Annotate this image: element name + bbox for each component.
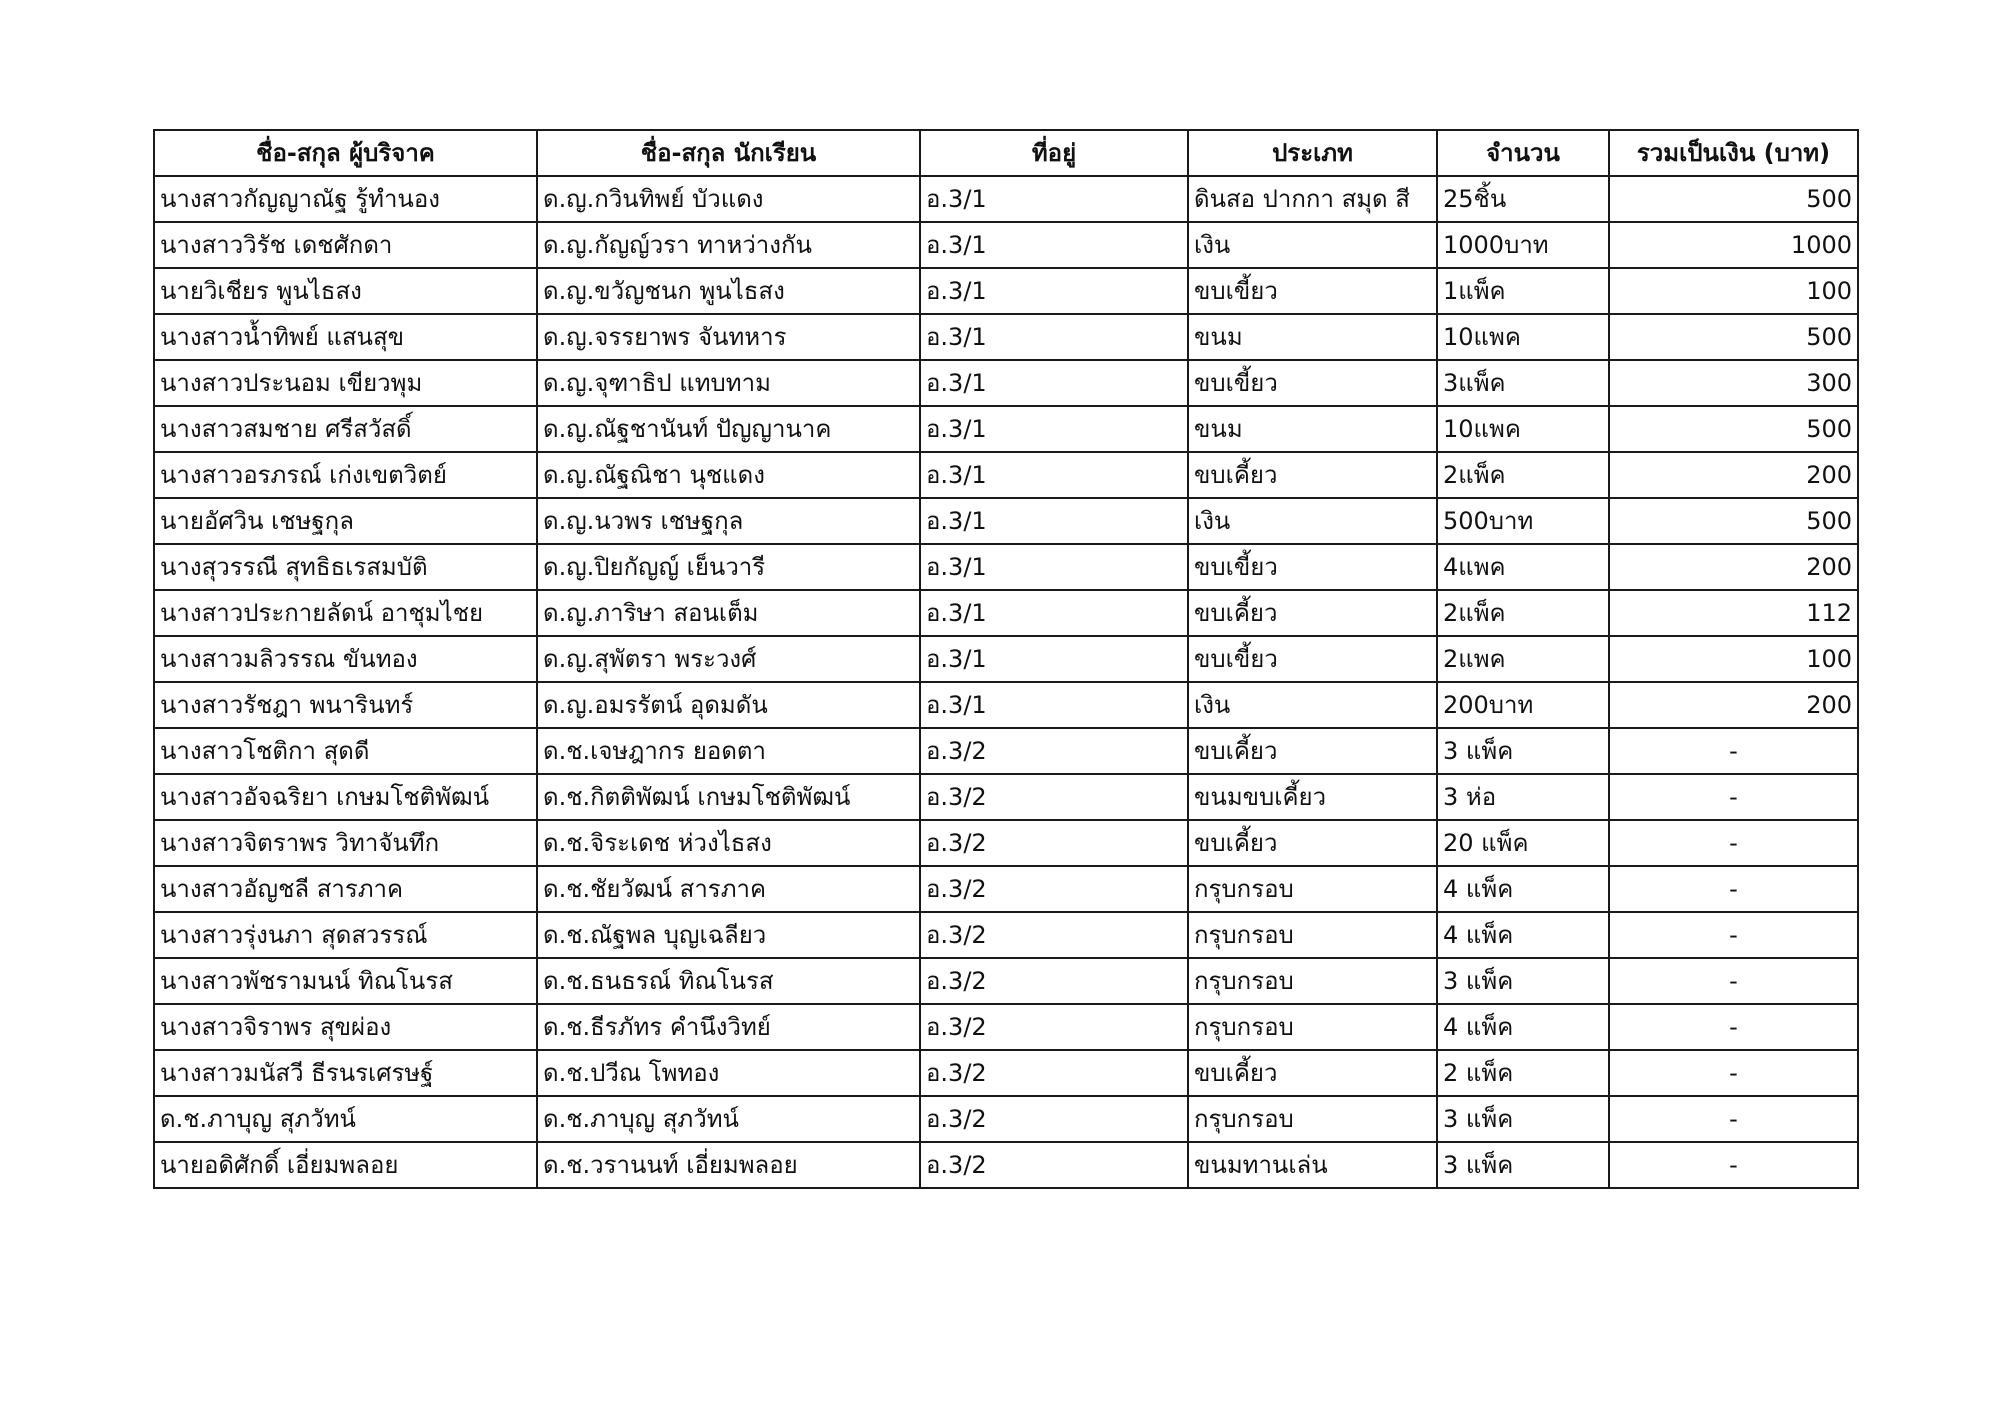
cell-quantity: 1แพ็ค	[1437, 268, 1609, 314]
cell-donor-name: นางสาวอัจฉริยา เกษมโชติพัฒน์	[154, 774, 537, 820]
table-row	[154, 636, 1858, 682]
cell-address: อ.3/2	[920, 866, 1188, 912]
cell-student-name: ด.ญ.สุพัตรา พระวงศ์	[537, 636, 920, 682]
cell-address: อ.3/1	[920, 498, 1188, 544]
cell-quantity: 3แพ็ค	[1437, 360, 1609, 406]
table-row	[154, 498, 1858, 544]
cell-student-name: ด.ช.ปวีณ โพทอง	[537, 1050, 920, 1096]
table-row	[154, 452, 1858, 498]
cell-address: อ.3/1	[920, 682, 1188, 728]
cell-quantity: 10แพค	[1437, 314, 1609, 360]
cell-type: ขนม	[1188, 314, 1437, 360]
cell-student-name: ด.ช.วรานนท์ เอี่ยมพลอย	[537, 1142, 920, 1188]
cell-total-baht: -	[1609, 1096, 1858, 1142]
header-student-name: ชื่อ-สกุล นักเรียน	[537, 130, 920, 176]
table-body	[154, 176, 1858, 1188]
cell-donor-name: นางสาวมลิวรรณ ขันทอง	[154, 636, 537, 682]
cell-type: กรุบกรอบ	[1188, 1004, 1437, 1050]
cell-total-baht: 100	[1609, 636, 1858, 682]
cell-type: ขบเคี้ยว	[1188, 1050, 1437, 1096]
cell-student-name: ด.ญ.ณัฐชานันท์ ปัญญานาค	[537, 406, 920, 452]
cell-address: อ.3/2	[920, 912, 1188, 958]
cell-quantity: 3 แพ็ค	[1437, 958, 1609, 1004]
cell-address: อ.3/1	[920, 452, 1188, 498]
cell-address: อ.3/2	[920, 1050, 1188, 1096]
donation-table	[153, 129, 1859, 1189]
cell-type: กรุบกรอบ	[1188, 1096, 1437, 1142]
cell-donor-name: นางสาวมนัสวี ธีรนรเศรษฐ์	[154, 1050, 537, 1096]
table-row	[154, 1096, 1858, 1142]
cell-student-name: ด.ญ.กัญญ์วรา ทาหว่างกัน	[537, 222, 920, 268]
header-quantity: จำนวน	[1437, 130, 1609, 176]
cell-type: ดินสอ ปากกา สมุด สี	[1188, 176, 1437, 222]
cell-student-name: ด.ช.ชัยวัฒน์ สารภาค	[537, 866, 920, 912]
cell-address: อ.3/2	[920, 1142, 1188, 1188]
cell-quantity: 20 แพ็ค	[1437, 820, 1609, 866]
cell-donor-name: นางสาวจิตราพร วิทาจันทึก	[154, 820, 537, 866]
cell-type: เงิน	[1188, 222, 1437, 268]
cell-quantity: 10แพค	[1437, 406, 1609, 452]
cell-donor-name: นางสาวพัชรามนน์ ทิณโนรส	[154, 958, 537, 1004]
cell-student-name: ด.ช.เจษฎากร ยอดตา	[537, 728, 920, 774]
cell-address: อ.3/1	[920, 544, 1188, 590]
cell-donor-name: นางสาวสมชาย ศรีสวัสดิ์	[154, 406, 537, 452]
cell-type: ขบเขี้ยว	[1188, 636, 1437, 682]
cell-total-baht: 100	[1609, 268, 1858, 314]
cell-total-baht: -	[1609, 912, 1858, 958]
cell-total-baht: -	[1609, 1004, 1858, 1050]
cell-donor-name: นางสาวรัชฎา พนารินทร์	[154, 682, 537, 728]
cell-student-name: ด.ญ.นวพร เชษฐกุล	[537, 498, 920, 544]
cell-quantity: 1000บาท	[1437, 222, 1609, 268]
header-total-baht: รวมเป็นเงิน (บาท)	[1609, 130, 1858, 176]
cell-type: ขนมทานเล่น	[1188, 1142, 1437, 1188]
cell-type: ขบเคี้ยว	[1188, 452, 1437, 498]
cell-type: ขบเขี้ยว	[1188, 268, 1437, 314]
cell-quantity: 200บาท	[1437, 682, 1609, 728]
cell-type: ขบเคี้ยว	[1188, 820, 1437, 866]
cell-donor-name: ด.ช.ภาบุญ สุภวัทน์	[154, 1096, 537, 1142]
cell-quantity: 3 แพ็ค	[1437, 1142, 1609, 1188]
cell-address: อ.3/1	[920, 406, 1188, 452]
table-row	[154, 1004, 1858, 1050]
cell-donor-name: นายอดิศักดิ์ เอี่ยมพลอย	[154, 1142, 537, 1188]
cell-student-name: ด.ญ.จรรยาพร จันทหาร	[537, 314, 920, 360]
cell-address: อ.3/1	[920, 268, 1188, 314]
table-row	[154, 958, 1858, 1004]
cell-total-baht: 200	[1609, 452, 1858, 498]
cell-total-baht: 500	[1609, 176, 1858, 222]
table-row	[154, 728, 1858, 774]
cell-student-name: ด.ญ.ภาริษา สอนเต็ม	[537, 590, 920, 636]
cell-type: ขบเคี้ยว	[1188, 728, 1437, 774]
cell-type: ขบเคี้ยว	[1188, 590, 1437, 636]
cell-address: อ.3/2	[920, 728, 1188, 774]
cell-donor-name: นางสาวจิราพร สุขผ่อง	[154, 1004, 537, 1050]
table-row	[154, 866, 1858, 912]
cell-donor-name: นางสาวประกายลัดน์ อาชุมไชย	[154, 590, 537, 636]
cell-donor-name: นายอัศวิน เชษฐกุล	[154, 498, 537, 544]
cell-address: อ.3/2	[920, 820, 1188, 866]
table-row	[154, 774, 1858, 820]
cell-student-name: ด.ช.ณัฐพล บุญเฉลียว	[537, 912, 920, 958]
cell-donor-name: นางสาวอัญชลี สารภาค	[154, 866, 537, 912]
cell-quantity: 25ชิ้น	[1437, 176, 1609, 222]
cell-quantity: 2 แพ็ค	[1437, 1050, 1609, 1096]
cell-address: อ.3/2	[920, 958, 1188, 1004]
table-row	[154, 1050, 1858, 1096]
table-row	[154, 912, 1858, 958]
cell-total-baht: -	[1609, 958, 1858, 1004]
cell-donor-name: นางสาวกัญญาณัฐ รู้ทำนอง	[154, 176, 537, 222]
cell-quantity: 2แพ็ค	[1437, 452, 1609, 498]
cell-address: อ.3/1	[920, 314, 1188, 360]
cell-student-name: ด.ญ.ปิยกัญญ์ เย็นวารี	[537, 544, 920, 590]
cell-student-name: ด.ช.ภาบุญ สุภวัทน์	[537, 1096, 920, 1142]
header-donor-name: ชื่อ-สกุล ผู้บริจาค	[154, 130, 537, 176]
cell-address: อ.3/2	[920, 1096, 1188, 1142]
cell-student-name: ด.ญ.ขวัญชนก พูนไธสง	[537, 268, 920, 314]
cell-address: อ.3/2	[920, 1004, 1188, 1050]
cell-address: อ.3/1	[920, 176, 1188, 222]
table-row	[154, 222, 1858, 268]
cell-type: เงิน	[1188, 498, 1437, 544]
cell-total-baht: -	[1609, 1142, 1858, 1188]
cell-total-baht: 500	[1609, 314, 1858, 360]
table-row	[154, 314, 1858, 360]
cell-donor-name: นายวิเชียร พูนไธสง	[154, 268, 537, 314]
cell-student-name: ด.ช.จิระเดช ห่วงไธสง	[537, 820, 920, 866]
cell-quantity: 500บาท	[1437, 498, 1609, 544]
cell-type: ขนม	[1188, 406, 1437, 452]
cell-student-name: ด.ญ.จุฑาธิป แทบทาม	[537, 360, 920, 406]
cell-donor-name: นางสาวประนอม เขียวพุม	[154, 360, 537, 406]
cell-student-name: ด.ช.ธีรภัทร คำนึงวิทย์	[537, 1004, 920, 1050]
header-address: ที่อยู่	[920, 130, 1188, 176]
table-row	[154, 268, 1858, 314]
table-row	[154, 406, 1858, 452]
cell-donor-name: นางสาวน้ำทิพย์ แสนสุข	[154, 314, 537, 360]
cell-address: อ.3/1	[920, 636, 1188, 682]
cell-total-baht: 500	[1609, 406, 1858, 452]
cell-quantity: 2แพ็ค	[1437, 590, 1609, 636]
cell-quantity: 4 แพ็ค	[1437, 1004, 1609, 1050]
cell-address: อ.3/1	[920, 360, 1188, 406]
cell-student-name: ด.ช.กิตติพัฒน์ เกษมโชติพัฒน์	[537, 774, 920, 820]
cell-quantity: 4แพค	[1437, 544, 1609, 590]
table-row	[154, 1142, 1858, 1188]
cell-address: อ.3/1	[920, 590, 1188, 636]
header-type: ประเภท	[1188, 130, 1437, 176]
cell-student-name: ด.ญ.กวินทิพย์ บัวแดง	[537, 176, 920, 222]
cell-quantity: 2แพค	[1437, 636, 1609, 682]
cell-quantity: 3 แพ็ค	[1437, 728, 1609, 774]
cell-type: กรุบกรอบ	[1188, 912, 1437, 958]
table-row	[154, 820, 1858, 866]
cell-total-baht: 200	[1609, 544, 1858, 590]
cell-total-baht: -	[1609, 1050, 1858, 1096]
cell-student-name: ด.ญ.อมรรัตน์ อุดมดัน	[537, 682, 920, 728]
cell-type: ขบเขี้ยว	[1188, 360, 1437, 406]
cell-quantity: 3 แพ็ค	[1437, 1096, 1609, 1142]
cell-type: ขบเขี้ยว	[1188, 544, 1437, 590]
table-row	[154, 590, 1858, 636]
cell-donor-name: นางสุวรรณี สุทธิธเรสมบัติ	[154, 544, 537, 590]
cell-quantity: 4 แพ็ค	[1437, 866, 1609, 912]
cell-quantity: 4 แพ็ค	[1437, 912, 1609, 958]
table-row	[154, 682, 1858, 728]
cell-type: ขนมขบเคี้ยว	[1188, 774, 1437, 820]
cell-quantity: 3 ห่อ	[1437, 774, 1609, 820]
cell-donor-name: นางสาววิรัช เดชศักดา	[154, 222, 537, 268]
cell-total-baht: 112	[1609, 590, 1858, 636]
table-row	[154, 360, 1858, 406]
cell-total-baht: -	[1609, 866, 1858, 912]
cell-student-name: ด.ญ.ณัฐณิชา นุชแดง	[537, 452, 920, 498]
cell-total-baht: -	[1609, 728, 1858, 774]
cell-type: กรุบกรอบ	[1188, 958, 1437, 1004]
table-row	[154, 176, 1858, 222]
cell-donor-name: นางสาวรุ่งนภา สุดสวรรณ์	[154, 912, 537, 958]
cell-total-baht: -	[1609, 774, 1858, 820]
cell-donor-name: นางสาวโชติกา สุดดี	[154, 728, 537, 774]
table-header-row	[154, 130, 1858, 176]
cell-total-baht: 1000	[1609, 222, 1858, 268]
cell-student-name: ด.ช.ธนธรณ์ ทิณโนรส	[537, 958, 920, 1004]
cell-donor-name: นางสาวอรภรณ์ เก่งเขตวิตย์	[154, 452, 537, 498]
cell-total-baht: -	[1609, 820, 1858, 866]
cell-type: กรุบกรอบ	[1188, 866, 1437, 912]
cell-type: เงิน	[1188, 682, 1437, 728]
cell-address: อ.3/1	[920, 222, 1188, 268]
cell-total-baht: 300	[1609, 360, 1858, 406]
table-row	[154, 544, 1858, 590]
cell-address: อ.3/2	[920, 774, 1188, 820]
cell-total-baht: 200	[1609, 682, 1858, 728]
cell-total-baht: 500	[1609, 498, 1858, 544]
